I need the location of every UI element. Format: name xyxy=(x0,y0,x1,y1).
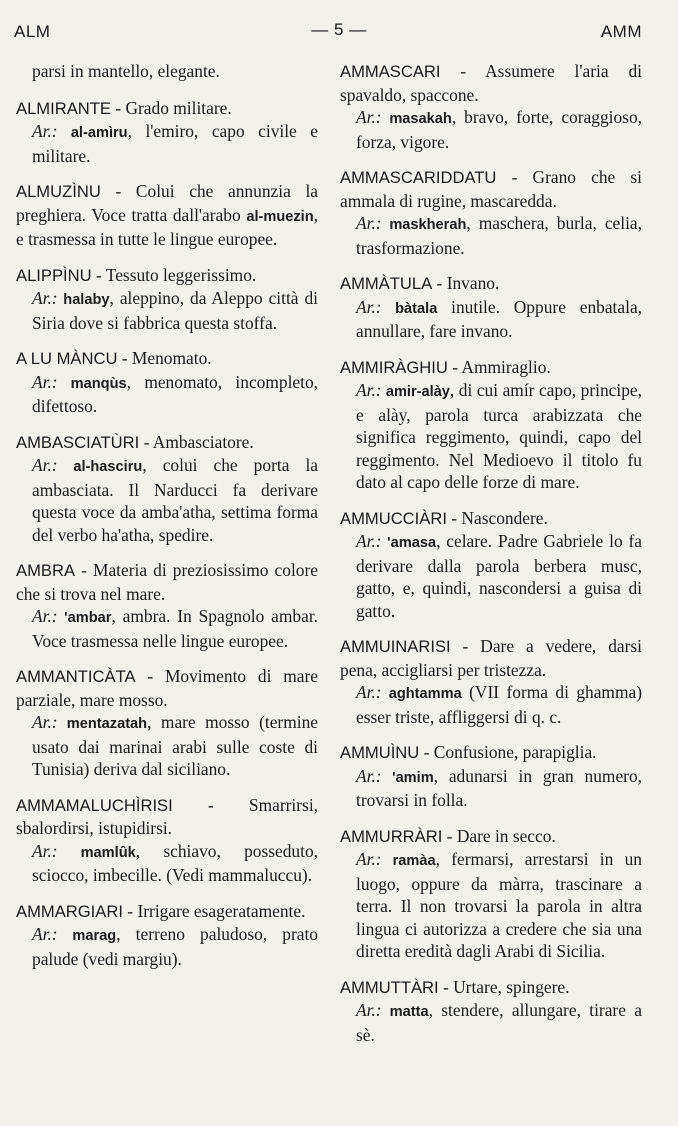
headword: AMBRA xyxy=(16,561,76,580)
dictionary-entry xyxy=(16,559,318,652)
right-column xyxy=(340,60,642,1059)
arabic-word: 'amasa xyxy=(381,535,437,551)
gloss: - Menomato. xyxy=(117,348,212,368)
etymology-text: (VII forma di ghamma) esser triste, affliggersi di q. c. xyxy=(356,682,642,727)
arabic-label: Ar.: xyxy=(356,296,382,317)
dictionary-entry xyxy=(16,264,318,335)
arabic-word: al-amìru xyxy=(57,125,128,141)
arabic-word: manqùs xyxy=(57,375,127,392)
headword: AMMUTTÀRI xyxy=(340,977,439,997)
arabic-label: Ar.: xyxy=(32,712,58,732)
arabic-label: Ar.: xyxy=(32,455,58,475)
page-header xyxy=(0,18,678,46)
etymology-text: , stendere, allungare, tirare a sè. xyxy=(356,1000,642,1045)
arabic-word: 'ambar xyxy=(57,610,112,626)
continuation-text xyxy=(16,60,318,83)
arabic-word: marag xyxy=(57,928,117,944)
etymology-text: , mare mosso (termine usato dai marinai arabi sulle coste di Tunisia) deriva dal siciliano. xyxy=(32,712,318,779)
etymology-text: , bravo, forte, coraggioso, forza, vigore. xyxy=(356,107,642,152)
gloss: - Irrigare esageratamente. xyxy=(122,900,306,921)
headword: AMBASCIATÙRI xyxy=(16,432,140,452)
etymology-text: , schiavo, posseduto, sciocco, imbecille. (Vedi mammaluccu). xyxy=(32,840,318,885)
arabic-word: masakah xyxy=(381,111,452,127)
headword: AMMIRÀGHIU xyxy=(340,357,448,377)
arabic-label: Ar.: xyxy=(32,606,58,626)
headword: ALMIRANTE xyxy=(16,98,111,118)
headword: AMMASCARIDDATU xyxy=(340,168,497,187)
dictionary-entry xyxy=(340,976,642,1047)
gloss: - Ambasciatore. xyxy=(139,431,254,452)
etymology-text: , terreno paludoso, prato palude (vedi margiu). xyxy=(32,924,319,969)
etymology-text: inutile. Oppure enbatala, annullare, fare invano. xyxy=(356,296,643,341)
headword: AMMUINARISI xyxy=(340,637,451,656)
arabic-label: Ar.: xyxy=(356,213,382,233)
headword: ALIPPÌNU xyxy=(16,265,92,285)
headword: ALMUZÌNU xyxy=(16,182,101,201)
etymology-text: , colui che porta la ambasciata. Il Narducci fa derivare questa voce da amba'atha, settima forma del verbo ha'atha, spedire. xyxy=(32,455,319,545)
etymology-text: , maschera, burla, celia, trasformazione. xyxy=(356,213,642,258)
etymology-text: , menomato, incompleto, difettoso. xyxy=(32,371,319,416)
arabic-word: al-hasciru xyxy=(57,459,143,475)
arabic-label: Ar.: xyxy=(32,121,58,141)
etymology-text: , l'emiro, capo civile e militare. xyxy=(32,121,318,166)
headword: AMMASCARI xyxy=(340,62,441,81)
continuation-line: parsi in mantello, elegante. xyxy=(32,61,220,81)
dictionary-entry xyxy=(340,166,642,259)
arabic-label: Ar.: xyxy=(356,849,382,869)
dictionary-entry xyxy=(16,180,318,251)
arabic-word: aghtamma xyxy=(381,686,462,702)
gloss: - Colui che annunzia la preghiera. Voce tratta dall'arabo xyxy=(16,181,318,225)
dictionary-entry xyxy=(16,97,318,168)
gloss: - Materia di preziosissimo colore che si trova nel mare. xyxy=(16,560,318,604)
gloss: - Grano che si ammala di rugine, mascaredda. xyxy=(340,167,642,211)
arabic-label: Ar.: xyxy=(32,371,58,392)
headword: AMMARGIARI xyxy=(16,901,123,921)
arabic-label: Ar.: xyxy=(32,288,58,308)
dictionary-entry xyxy=(340,825,642,963)
gloss: - Urtare, spingere. xyxy=(438,976,570,997)
gloss: - Nascondere. xyxy=(446,507,548,528)
headword: A LU MÀNCU xyxy=(16,349,118,368)
headword: AMMURRÀRI xyxy=(340,826,443,846)
headword: AMMÀTULA xyxy=(340,274,433,293)
dictionary-entry xyxy=(340,635,642,728)
arabic-word: amir-alày xyxy=(381,384,450,400)
headword: AMMANTICÀTA xyxy=(16,667,136,686)
arabic-word: mentazatah xyxy=(57,716,148,732)
gloss: - Confusione, parapiglia. xyxy=(419,742,597,762)
gloss: - Movimento di mare parziale, mare mosso. xyxy=(16,666,318,710)
headword: AMMAMALUCHÌRISI xyxy=(16,795,173,815)
gloss: - Dare in secco. xyxy=(442,825,556,846)
arabic-label: Ar.: xyxy=(356,380,382,400)
page-number: — 5 — xyxy=(311,20,367,39)
dictionary-entry xyxy=(340,272,642,343)
arabic-word: 'amim xyxy=(381,769,434,786)
arabic-word: al-muezin xyxy=(246,208,314,225)
header-right-guideword: AMM xyxy=(600,22,642,41)
gloss: - Ammiraglio. xyxy=(447,356,551,377)
arabic-word: ramàa xyxy=(381,853,436,869)
arabic-word: halaby xyxy=(57,292,110,308)
arabic-word: mamlûk xyxy=(57,844,136,861)
dictionary-entry xyxy=(340,356,642,494)
arabic-label: Ar.: xyxy=(356,682,382,702)
left-column xyxy=(16,60,318,983)
etymology-text: , di cui amír capo, principe, e alày, parola turca arabizzata che significa reggimento, quindi, capo del reggimento. Nel Medioevo il titolo fu dato al capo delle forze di mare. xyxy=(356,380,642,492)
etymology-text: , fermarsi, arrestarsi in un luogo, oppure da màrra, trascinare a terra. Il non trovarsi la parola in altra lingua ci autorizza a credere che sia una diretta eredità dagli Arabi di Sicilia. xyxy=(356,849,643,961)
arabic-label: Ar.: xyxy=(32,840,58,861)
etymology-text: , celare. Padre Gabriele lo fa derivare dalla parola berbera musc, gatto, e, quindi, nascondersi a guisa di gatto. xyxy=(356,531,642,621)
dictionary-entry xyxy=(340,507,642,623)
headword: AMMUCCIÀRI xyxy=(340,508,447,528)
headword: AMMUÌNU xyxy=(340,743,420,762)
arabic-word: matta xyxy=(381,1004,429,1020)
gloss: - Smarrirsi, sbalordirsi, istupidirsi. xyxy=(16,794,318,838)
arabic-label: Ar.: xyxy=(356,1000,382,1020)
etymology-text: , adunarsi in gran numero, trovarsi in folla. xyxy=(356,765,642,810)
arabic-label: Ar.: xyxy=(32,924,58,944)
dictionary-entry xyxy=(340,60,642,153)
header-left-guideword: ALM xyxy=(14,22,51,41)
dictionary-entry xyxy=(340,741,642,812)
dictionary-entry xyxy=(16,794,318,887)
arabic-label: Ar.: xyxy=(356,107,382,127)
dictionary-entry xyxy=(16,431,318,547)
gloss: - Dare a vedere, darsi pena, accigliarsi per tristezza. xyxy=(340,636,642,680)
arabic-label: Ar.: xyxy=(356,765,382,786)
etymology-text: , ambra. In Spagnolo ambar. Voce trasmessa nelle lingue europee. xyxy=(32,606,318,651)
gloss-tail: , e trasmessa in tutte le lingue europee. xyxy=(16,204,318,249)
dictionary-entry xyxy=(16,347,318,418)
etymology-text: , aleppino, da Aleppo città di Siria dove si fabbrica questa stoffa. xyxy=(32,288,318,333)
dictionary-entry xyxy=(16,665,318,781)
arabic-word: bàtala xyxy=(381,300,438,317)
gloss: - Grado militare. xyxy=(110,97,232,118)
dictionary-entry xyxy=(16,900,318,971)
gloss: - Invano. xyxy=(432,273,500,293)
arabic-word: maskherah xyxy=(381,217,467,233)
arabic-label: Ar.: xyxy=(356,531,382,551)
gloss: - Tessuto leggerissimo. xyxy=(91,264,257,285)
gloss: - Assumere l'aria di spavaldo, spaccone. xyxy=(340,61,642,105)
